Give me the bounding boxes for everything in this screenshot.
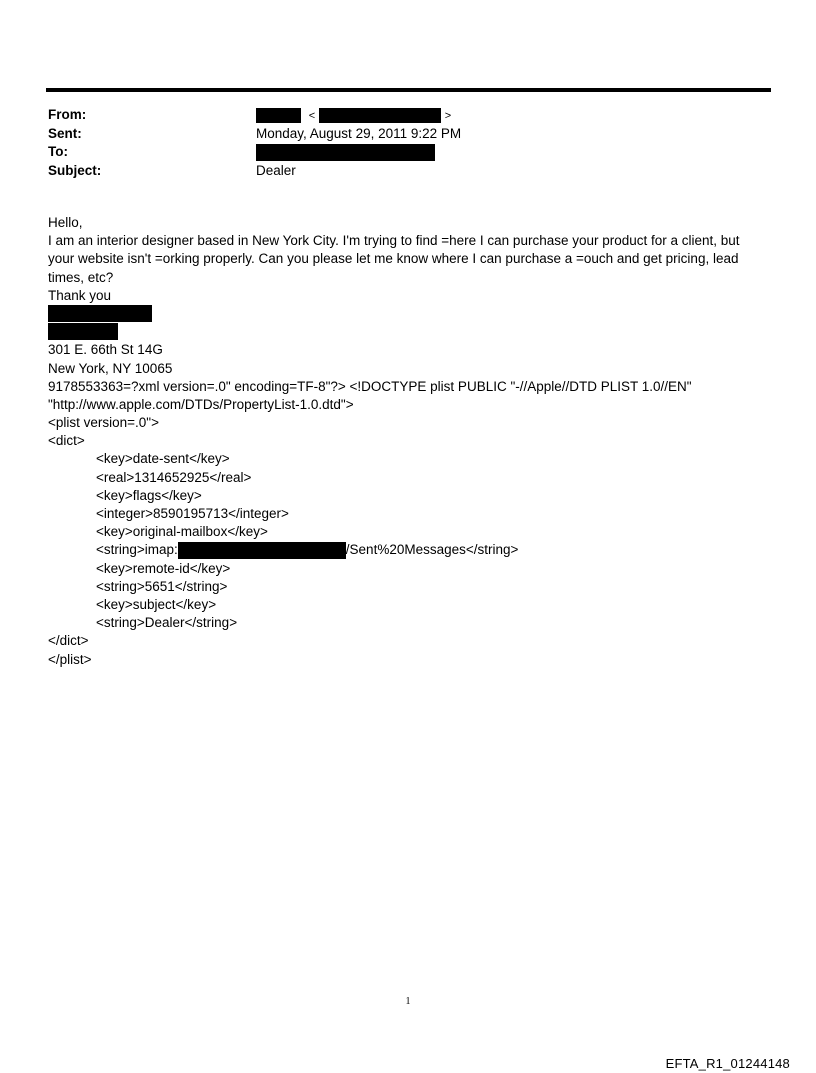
body-paragraph: I am an interior designer based in New York City. I'm trying to find =here I can purchase your product for a client, but your website isn't =orking properly. Can you please let me know where I can purchase a =ouch and get pricing, lead times, etc? bbox=[48, 233, 740, 285]
plist-line: <key>original-mailbox</key> bbox=[96, 524, 268, 540]
plist-line: <key>date-sent</key> bbox=[96, 451, 230, 467]
email-body bbox=[48, 214, 763, 669]
to-label: To: bbox=[48, 144, 68, 159]
bates-number: EFTA_R1_01244148 bbox=[665, 1056, 790, 1071]
redaction-box bbox=[48, 323, 118, 340]
closing: Thank you bbox=[48, 287, 112, 303]
plist-line: <key>flags</key> bbox=[96, 487, 202, 503]
address-line-1: 301 E. 66th St 14G bbox=[48, 342, 163, 358]
header-rule bbox=[46, 88, 771, 92]
sent-label: Sent: bbox=[48, 125, 82, 141]
imap-prefix: <string>imap: bbox=[96, 542, 178, 558]
from-open-bracket: < bbox=[308, 110, 316, 122]
plist-line: </plist> bbox=[48, 651, 92, 667]
greeting: Hello, bbox=[48, 215, 83, 230]
plist-line: "http://www.apple.com/DTDs/PropertyList-1.0.dtd"> bbox=[48, 396, 354, 412]
from-close-bracket: > bbox=[444, 110, 452, 122]
plist-line: <real>1314652925</real> bbox=[96, 469, 252, 485]
email-header bbox=[48, 106, 768, 180]
plist-line: <string>Dealer</string> bbox=[96, 615, 238, 631]
from-row bbox=[48, 106, 768, 125]
redaction-box bbox=[178, 542, 346, 559]
subject-value: Dealer bbox=[256, 162, 296, 178]
plist-line: <integer>8590195713</integer> bbox=[96, 506, 289, 522]
plist-line-imap bbox=[48, 541, 763, 559]
plist-line: <dict> bbox=[48, 433, 85, 449]
plist-line: </dict> bbox=[48, 633, 89, 649]
page-number: 1 bbox=[405, 996, 411, 1007]
signature-title bbox=[48, 323, 763, 341]
from-value bbox=[256, 106, 451, 126]
plist-line: <key>subject</key> bbox=[96, 596, 217, 612]
to-value bbox=[256, 143, 435, 162]
subject-label: Subject: bbox=[48, 162, 102, 178]
address-line-2: New York, NY 10065 bbox=[48, 360, 173, 376]
plist-line: 9178553363=?xml version=.0" encoding=TF-8"?> <!DOCTYPE plist PUBLIC "-//Apple//DTD PLIST 1.0//EN" bbox=[48, 378, 692, 394]
redaction-box bbox=[256, 108, 301, 123]
plist-line: <string>5651</string> bbox=[96, 578, 228, 594]
imap-suffix: /Sent%20Messages</string> bbox=[345, 542, 519, 558]
redaction-box bbox=[256, 144, 435, 161]
from-label: From: bbox=[48, 107, 87, 122]
sent-value: Monday, August 29, 2011 9:22 PM bbox=[256, 125, 462, 141]
to-row bbox=[48, 143, 768, 162]
sent-row bbox=[48, 125, 768, 144]
signature-name bbox=[48, 305, 763, 323]
subject-row bbox=[48, 162, 768, 181]
redaction-box bbox=[48, 305, 152, 322]
plist-line: <key>remote-id</key> bbox=[96, 560, 231, 576]
redaction-box bbox=[319, 108, 441, 123]
plist-line: <plist version=.0"> bbox=[48, 415, 159, 431]
